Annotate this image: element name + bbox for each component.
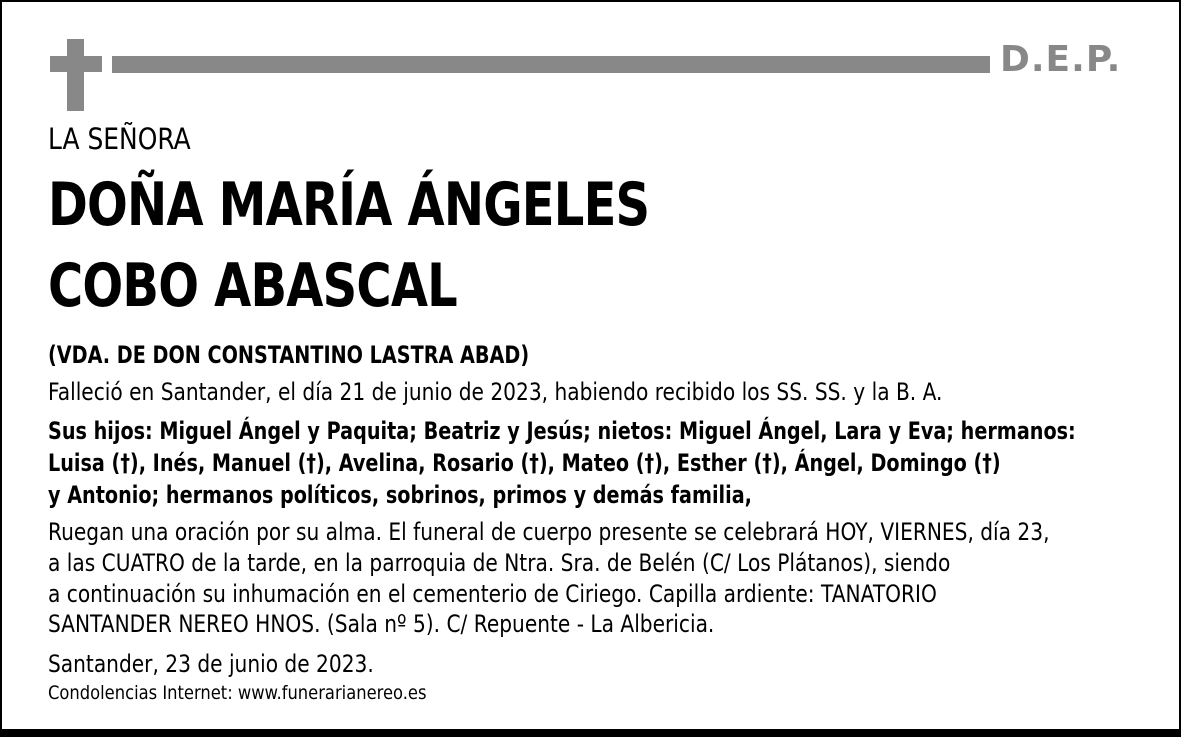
date-line: Santander, 23 de junio de 2023.	[48, 650, 374, 678]
deceased-name-line-1: DOÑA MARÍA ÁNGELES	[48, 170, 650, 240]
family-line: Luisa (†), Inés, Manuel (†), Avelina, Rosario (†), Mateo (†), Esther (†), Ángel, Domingo (†)	[48, 449, 1001, 477]
death-notice-line: Falleció en Santander, el día 21 de junio de 2023, habiendo recibido los SS. SS. y la B. A.	[48, 378, 943, 406]
dep-label: D.E.P.	[1000, 39, 1122, 80]
honorific-title: LA SEÑORA	[48, 122, 191, 156]
family-line: y Antonio; hermanos políticos, sobrinos, primos y demás familia,	[48, 481, 752, 509]
service-line: SANTANDER NEREO HNOS. (Sala nº 5). C/ Repuente - La Albericia.	[48, 610, 715, 638]
service-line: a las CUATRO de la tarde, en la parroquia de Ntra. Sra. de Belén (C/ Los Plátanos), siendo	[48, 549, 951, 577]
service-line: a continuación su inhumación en el cementerio de Ciriego. Capilla ardiente: TANATORIO	[48, 580, 937, 608]
condolences-line: Condolencias Internet: www.funerarianereo.es	[48, 682, 427, 704]
service-line: Ruegan una oración por su alma. El funeral de cuerpo presente se celebrará HOY, VIERNES, día 23,	[48, 518, 1050, 546]
widow-note: (VDA. DE DON CONSTANTINO LASTRA ABAD)	[48, 341, 530, 369]
family-line: Sus hijos: Miguel Ángel y Paquita; Beatriz y Jesús; nietos: Miguel Ángel, Lara y Eva; hermanos:	[48, 417, 1076, 445]
header-rule	[112, 56, 990, 73]
cross-icon	[50, 39, 102, 111]
deceased-name-line-2: COBO ABASCAL	[48, 251, 457, 321]
